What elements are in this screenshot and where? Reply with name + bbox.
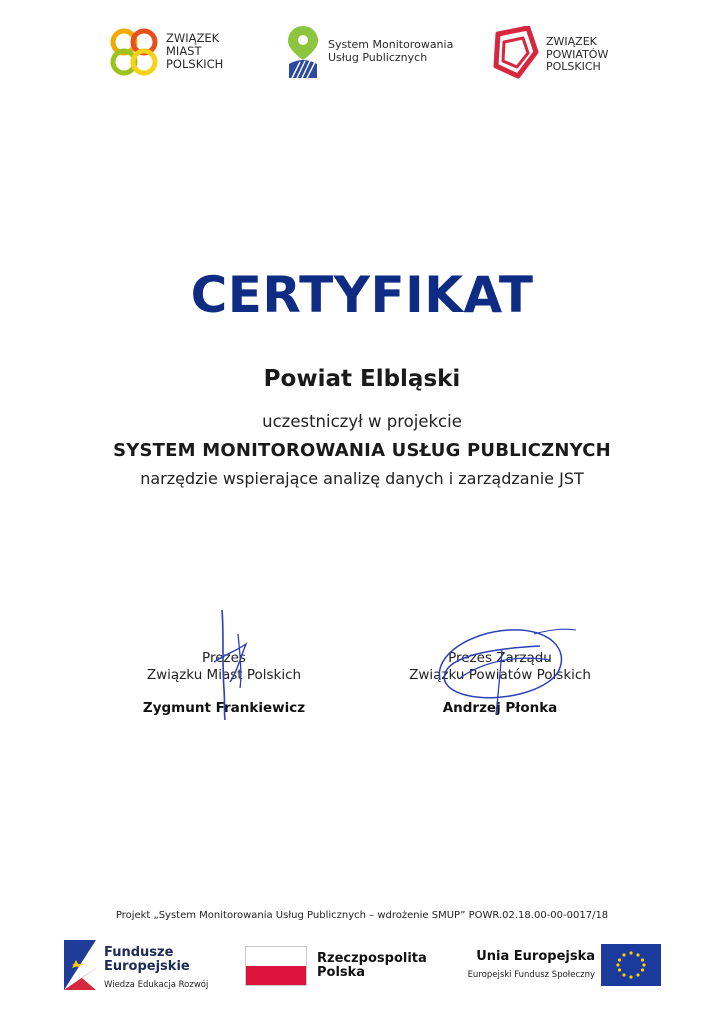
smup-line-2: Usług Publicznych bbox=[328, 51, 428, 64]
right-handwritten-signature bbox=[430, 620, 580, 720]
ue-subtitle: Europejski Fundusz Społeczny bbox=[467, 970, 595, 980]
fe-line-1: Fundusze bbox=[104, 945, 174, 960]
certificate-title: CERTYFIKAT bbox=[190, 266, 534, 324]
polish-flag-icon bbox=[245, 946, 307, 986]
rp-line-2: Polska bbox=[317, 965, 366, 980]
logo-fundusze-europejskie bbox=[62, 938, 232, 994]
fe-subtitle: Wiedza Edukacja Rozwój bbox=[104, 980, 209, 990]
rp-line-1: Rzeczpospolita bbox=[317, 951, 427, 966]
zms-line-3: POLSKICH bbox=[166, 57, 224, 71]
fe-line-2: Europejskie bbox=[104, 959, 190, 974]
zms-line-1: ZWIĄZEK bbox=[166, 31, 220, 45]
zpp-line-1: ZWIĄZEK bbox=[546, 35, 597, 48]
project-description: narzędzie wspierające analizę danych i zarządzanie JST bbox=[140, 469, 584, 488]
logo-unia-europejska bbox=[455, 944, 665, 992]
eu-flag-icon bbox=[601, 944, 661, 986]
ue-line-1: Unia Europejska bbox=[476, 949, 595, 964]
zpp-line-2: POWIATÓW bbox=[546, 47, 609, 61]
recipient-name: Powiat Elbląski bbox=[263, 366, 461, 392]
left-role-line-1: Prezes bbox=[202, 650, 246, 666]
left-signatory-name: Zygmunt Frankiewicz bbox=[142, 700, 306, 716]
logo-rzeczpospolita bbox=[245, 946, 435, 990]
logo-smup bbox=[286, 24, 466, 84]
location-pin-icon bbox=[286, 24, 320, 80]
zms-line-2: MIAST bbox=[166, 44, 202, 58]
smup-line-1: System Monitorowania bbox=[328, 38, 454, 51]
logo-zms bbox=[108, 26, 238, 82]
zpp-line-3: POLSKICH bbox=[546, 60, 601, 73]
logo-zpp bbox=[490, 26, 630, 82]
right-signatory-name: Andrzej Płonka bbox=[442, 700, 558, 716]
zpp-shield-icon bbox=[490, 26, 540, 80]
left-handwritten-signature bbox=[200, 604, 260, 724]
participation-text: uczestniczył w projekcie bbox=[262, 412, 462, 431]
left-role-line-2: Związku Miast Polskich bbox=[146, 667, 302, 683]
zms-rings-icon bbox=[108, 26, 162, 80]
right-role-line-2: Związku Powiatów Polskich bbox=[409, 667, 591, 683]
project-name: SYSTEM MONITOROWANIA USŁUG PUBLICZNYCH bbox=[113, 440, 611, 461]
right-role-line-1: Prezes Zarządu bbox=[448, 650, 552, 666]
fe-star-icon bbox=[62, 938, 98, 992]
project-footnote: Projekt „System Monitorowania Usług Publicznych – wdrożenie SMUP” POWR.02.18.00-00-0017/18 bbox=[115, 910, 609, 921]
